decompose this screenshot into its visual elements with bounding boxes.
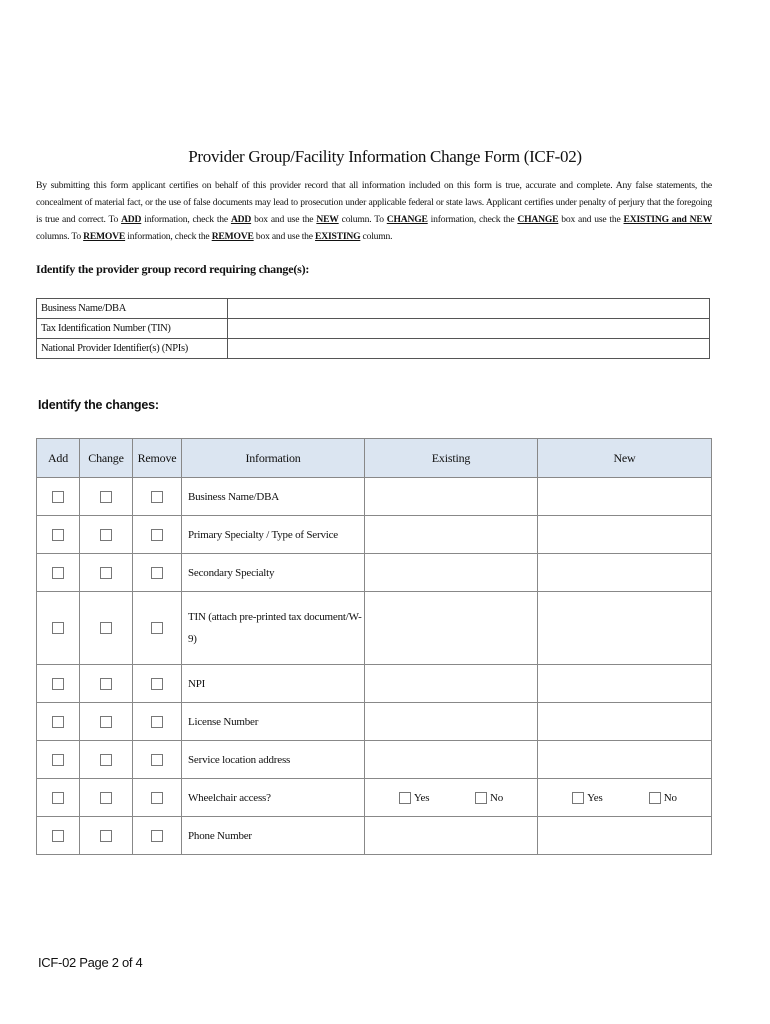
changes-header-row: [37, 439, 712, 478]
record-section-label: Identify the provider group record requiring change(s):: [36, 262, 310, 276]
add-checkbox[interactable]: [52, 567, 64, 579]
remove-checkbox[interactable]: [151, 529, 163, 541]
new-no-checkbox[interactable]: [649, 792, 661, 804]
record-label: Business Name/DBA: [37, 299, 228, 319]
page-footer: ICF-02 Page 2 of 4: [38, 955, 143, 970]
remove-checkbox[interactable]: [151, 716, 163, 728]
record-row-business-name: [37, 299, 710, 319]
change-checkbox[interactable]: [100, 567, 112, 579]
new-field[interactable]: [538, 703, 712, 741]
add-checkbox[interactable]: [52, 678, 64, 690]
add-checkbox[interactable]: [52, 529, 64, 541]
table-row: [37, 703, 712, 741]
info-label: Secondary Specialty: [182, 554, 365, 592]
existing-field[interactable]: [365, 665, 538, 703]
existing-field[interactable]: [365, 703, 538, 741]
change-checkbox[interactable]: [100, 792, 112, 804]
remove-checkbox[interactable]: [151, 830, 163, 842]
existing-field[interactable]: [365, 741, 538, 779]
changes-section-label: Identify the changes:: [38, 398, 159, 412]
info-label: License Number: [182, 703, 365, 741]
change-checkbox[interactable]: [100, 830, 112, 842]
tin-field[interactable]: [228, 319, 710, 339]
new-yes-no: [538, 779, 712, 817]
add-checkbox[interactable]: [52, 622, 64, 634]
record-row-npi: [37, 339, 710, 359]
table-row: [37, 478, 712, 516]
no-label: No: [663, 791, 677, 804]
no-label: No: [490, 791, 504, 804]
new-field[interactable]: [538, 817, 712, 855]
new-field[interactable]: [538, 592, 712, 665]
add-checkbox[interactable]: [52, 830, 64, 842]
info-label: TIN (attach pre-printed tax document/W-9): [182, 592, 365, 665]
new-field[interactable]: [538, 478, 712, 516]
existing-yes-checkbox[interactable]: [399, 792, 411, 804]
table-row: [37, 516, 712, 554]
change-checkbox[interactable]: [100, 716, 112, 728]
add-checkbox[interactable]: [52, 792, 64, 804]
table-row: [37, 665, 712, 703]
remove-checkbox[interactable]: [151, 678, 163, 690]
info-label: Primary Specialty / Type of Service: [182, 516, 365, 554]
change-checkbox[interactable]: [100, 754, 112, 766]
info-label: Wheelchair access?: [182, 779, 365, 817]
change-checkbox[interactable]: [100, 622, 112, 634]
remove-checkbox[interactable]: [151, 622, 163, 634]
new-yes-checkbox[interactable]: [572, 792, 584, 804]
change-checkbox[interactable]: [100, 529, 112, 541]
existing-field[interactable]: [365, 478, 538, 516]
new-field[interactable]: [538, 516, 712, 554]
yes-label: Yes: [413, 791, 430, 804]
header-new: New: [538, 439, 712, 478]
new-field[interactable]: [538, 554, 712, 592]
header-add: Add: [37, 439, 80, 478]
add-checkbox[interactable]: [52, 754, 64, 766]
add-checkbox[interactable]: [52, 491, 64, 503]
record-label: National Provider Identifier(s) (NPIs): [37, 339, 228, 359]
remove-checkbox[interactable]: [151, 491, 163, 503]
existing-field[interactable]: [365, 817, 538, 855]
change-checkbox[interactable]: [100, 491, 112, 503]
info-label: NPI: [182, 665, 365, 703]
existing-field[interactable]: [365, 516, 538, 554]
record-table: [36, 298, 710, 359]
page-title: Provider Group/Facility Information Change Form (ICF-02): [188, 147, 582, 166]
table-row: [37, 592, 712, 665]
npi-field[interactable]: [228, 339, 710, 359]
remove-checkbox[interactable]: [151, 754, 163, 766]
intro-paragraph: By submitting this form applicant certifies on behalf of this provider record that all information included on this form is true, accurate and complete. Any false statements, the concealment of material fact, or the use of false documents may lead to prosecution under applicable federal or state laws. Applicant certifies under penalty of perjury that the foregoing is true and correct. To ADD information, check the ADD box and use the NEW column. To CHANGE information, check the CHANGE box and use the EXISTING and NEW columns. To REMOVE information, check the REMOVE box and use the EXISTING column.: [36, 180, 712, 242]
remove-checkbox[interactable]: [151, 567, 163, 579]
table-row: [37, 554, 712, 592]
new-field[interactable]: [538, 665, 712, 703]
change-checkbox[interactable]: [100, 678, 112, 690]
header-remove: Remove: [133, 439, 182, 478]
info-label: Service location address: [182, 741, 365, 779]
existing-no-checkbox[interactable]: [475, 792, 487, 804]
info-label: Business Name/DBA: [182, 478, 365, 516]
existing-field[interactable]: [365, 592, 538, 665]
yes-label: Yes: [587, 791, 603, 804]
business-name-field[interactable]: [228, 299, 710, 319]
info-label: Phone Number: [182, 817, 365, 855]
remove-checkbox[interactable]: [151, 792, 163, 804]
header-change: Change: [80, 439, 133, 478]
new-field[interactable]: [538, 741, 712, 779]
table-row: [37, 817, 712, 855]
existing-yes-no: [365, 779, 538, 817]
record-row-tin: [37, 319, 710, 339]
table-row: [37, 741, 712, 779]
changes-table: [36, 438, 712, 855]
table-row: [37, 779, 712, 817]
existing-field[interactable]: [365, 554, 538, 592]
header-information: Information: [182, 439, 365, 478]
add-checkbox[interactable]: [52, 716, 64, 728]
header-existing: Existing: [365, 439, 538, 478]
record-label: Tax Identification Number (TIN): [37, 319, 228, 339]
